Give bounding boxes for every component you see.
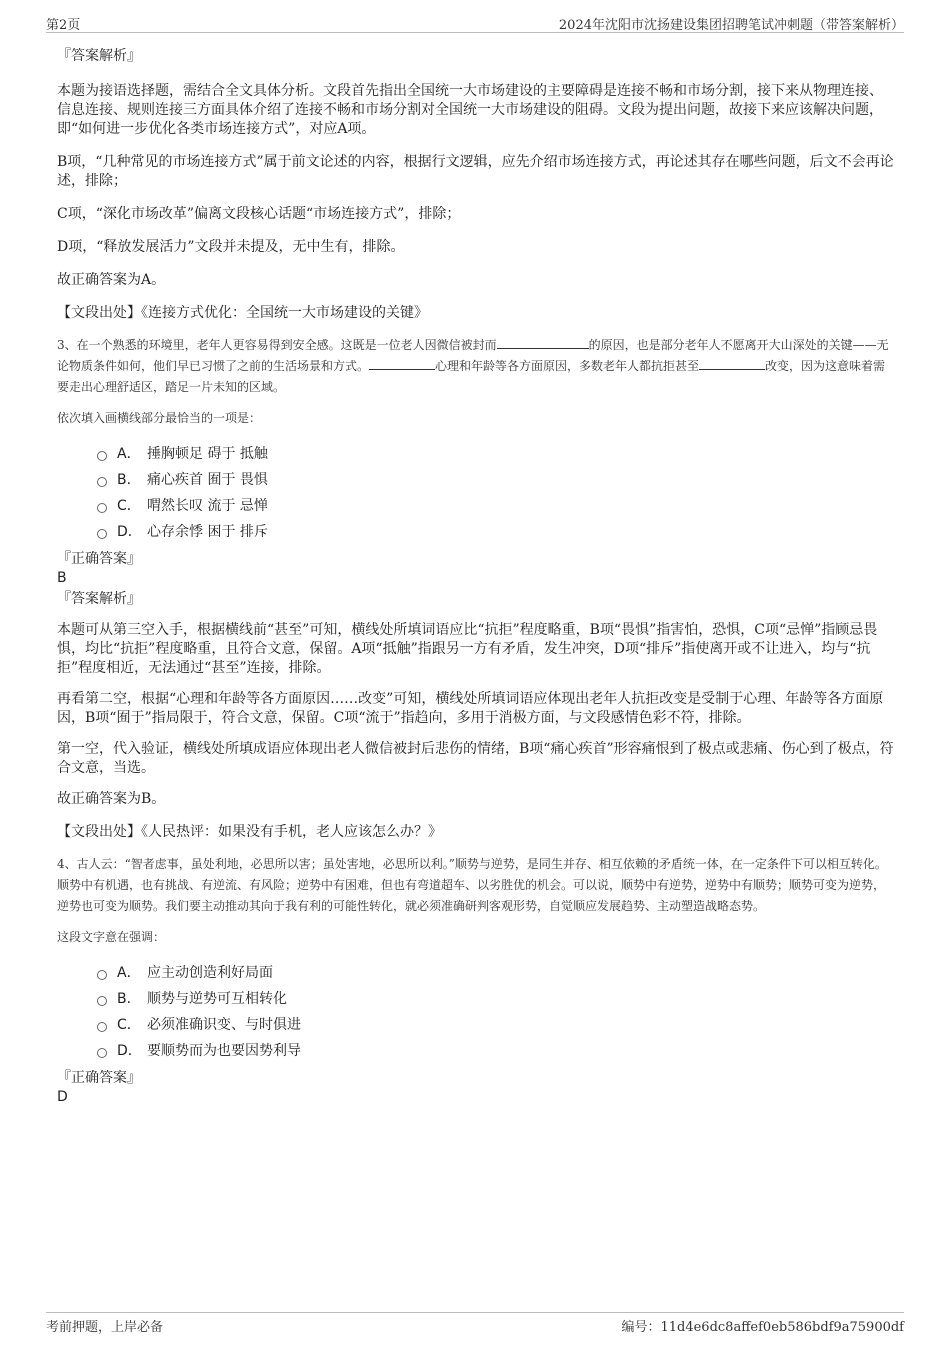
- analysis-paragraph: 本题为接语选择题，需结合全文具体分析。文段首先指出全国统一大市场建设的主要障碍是连接不畅和市场分割，接下来从物理连接、信息连接、规则连接三方面具体介绍了连接不畅和市场分割对全国统一大市场建设的阻碍。文段为提出问题，故接下来应该解决问题，即“如何进一步优化各类市场连接方式”，对应A项。: [57, 83, 883, 137]
- answer-value: B: [57, 570, 67, 586]
- analysis-paragraph: 再看第二空，根据“心理和年龄等各方面原因……改变”可知，横线处所填词语应体现出老年人抗拒改变是受制于心理、年龄等各方面原因，B项“囿于”指局限于，符合文意，保留。C项“流于”指趋向，多用于消极方面，与文段感情色彩不符，排除。: [57, 691, 884, 726]
- option-a[interactable]: A． 捶胸顿足 碍于 抵触: [97, 441, 895, 467]
- answer-tag: 『正确答案』: [57, 1070, 141, 1086]
- answer-options: [97, 441, 895, 545]
- fill-blank: [369, 357, 435, 370]
- radio-icon[interactable]: [97, 477, 107, 487]
- source-citation: 【文段出处】《人民热评：如果没有手机，老人应该怎么办？》: [57, 824, 442, 840]
- option-d[interactable]: D． 心存余悸 困于 排斥: [97, 519, 895, 545]
- radio-icon[interactable]: [97, 1022, 107, 1032]
- question-prompt: 依次填入画横线部分最恰当的一项是：: [57, 411, 262, 425]
- radio-icon[interactable]: [97, 1048, 107, 1058]
- analysis-paragraph: D项，“释放发展活力”文段并未提及，无中生有，排除。: [57, 239, 405, 255]
- radio-icon[interactable]: [97, 996, 107, 1006]
- option-b[interactable]: B． 痛心疾首 囿于 畏惧: [97, 467, 895, 493]
- analysis-paragraph: 第一空，代入验证，横线处所填成语应体现出老人微信被封后悲伤的情绪，B项“痛心疾首”形容痛恨到了极点或悲痛、伤心到了极点，符合文意，当选。: [57, 741, 894, 776]
- analysis-paragraph: C项，“深化市场改革”偏离文段核心话题“市场连接方式”，排除；: [57, 206, 461, 222]
- correct-answer-line: 故正确答案为A。: [57, 272, 166, 288]
- page-footer: [46, 1312, 904, 1337]
- analysis-tag: 『答案解析』: [57, 48, 141, 64]
- option-c[interactable]: C． 喟然长叹 流于 忌惮: [97, 493, 895, 519]
- question-stem: 3、在一个熟悉的环境里，老年人更容易得到安全感。这既是一位老人因微信被封而 的原因，也是部分老年人不愿离开大山深处的关键——无论物质条件如何，他们早已习惯了之前的生活场景和方式。 心理和年龄等各方面原因，多数老年人都抗拒甚至 改变，因为这意味着需要走出心理舒适区，踏足一片未知的区域。: [57, 338, 889, 394]
- radio-icon[interactable]: [97, 451, 107, 461]
- analysis-tag: 『答案解析』: [57, 591, 141, 607]
- analysis-paragraph: 本题可从第三空入手，根据横线前“甚至”可知，横线处所填词语应比“抗拒”程度略重，B项“畏惧”指害怕，恐惧，C项“忌惮”指顾忌畏惧，均比“抗拒”程度略重，且符合文意，保留。A项“抵触”指跟另一方有矛盾，发生冲突，D项“排斥”指使离开或不让进入，均与“抗拒”程度相近，无法通过“甚至”连接，排除。: [57, 622, 878, 676]
- question-prompt: 这段文字意在强调：: [57, 930, 166, 944]
- option-d[interactable]: D． 要顺势而为也要因势利导: [97, 1038, 895, 1064]
- fill-blank: [497, 336, 589, 349]
- page-header: [46, 14, 904, 33]
- option-c[interactable]: C． 必须准确识变、与时俱进: [97, 1012, 895, 1038]
- source-citation: 【文段出处】《连接方式优化：全国统一大市场建设的关键》: [57, 305, 428, 321]
- radio-icon[interactable]: [97, 503, 107, 513]
- radio-icon[interactable]: [97, 529, 107, 539]
- answer-tag: 『正确答案』: [57, 551, 141, 567]
- correct-answer-line: 故正确答案为B。: [57, 791, 166, 807]
- answer-value: D: [57, 1089, 68, 1105]
- document-id: 编号：11d4e6dc8affef0eb586bdf9a75900df: [621, 1320, 904, 1335]
- fill-blank: [699, 357, 765, 370]
- option-b[interactable]: B． 顺势与逆势可互相转化: [97, 986, 895, 1012]
- answer-options: [97, 960, 895, 1064]
- analysis-paragraph: B项，“几种常见的市场连接方式”属于前文论述的内容，根据行文逻辑，应先介绍市场连接方式，再论述其存在哪些问题，后文不会再论述，排除；: [57, 154, 894, 189]
- option-a[interactable]: A． 应主动创造利好局面: [97, 960, 895, 986]
- document-title: 2024年沈阳市沈扬建设集团招聘笔试冲刺题（带答案解析）: [558, 18, 904, 33]
- question-stem: 4、古人云：“智者虑事，虽处利地，必思所以害；虽处害地，必思所以利。”顺势与逆势，是同生并存、相互依赖的矛盾统一体，在一定条件下可以相互转化。顺势中有机遇，也有挑战、有逆流、有风险；逆势中有困难，但也有弯道超车、以劣胜优的机会。可以说，顺势中有逆势，逆势中有顺势；顺势可变为逆势，逆势也可变为顺势。我们要主动推动其向于我有利的可能性转化，就必须准确研判客观形势，自觉顺应发展趋势、主动塑造战略态势。: [57, 857, 887, 913]
- document-body: [57, 44, 895, 1106]
- footer-slogan: 考前押题，上岸必备: [46, 1320, 164, 1335]
- radio-icon[interactable]: [97, 970, 107, 980]
- page-number: 第2页: [46, 18, 81, 33]
